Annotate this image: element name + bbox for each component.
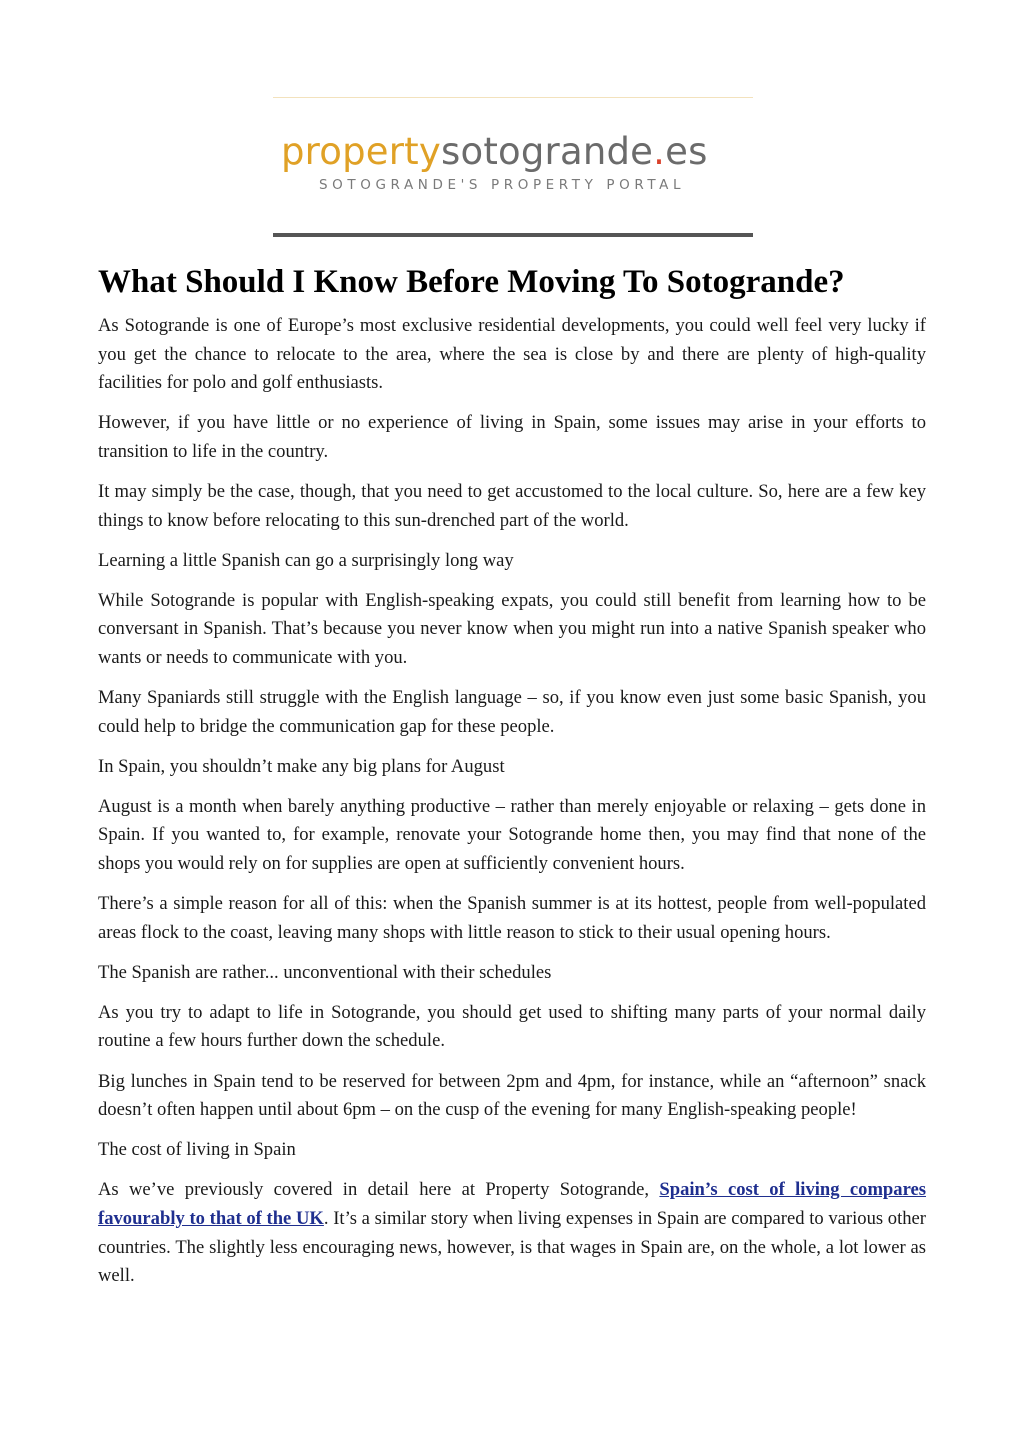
article-title: What Should I Know Before Moving To Sotogrande? (98, 264, 845, 300)
section-heading-august: In Spain, you shouldn’t make any big plans for August (98, 755, 505, 777)
cost-of-living-link[interactable]: Spain’s cost of living compares favourably to that of the UK (98, 1179, 926, 1229)
paragraph: August is a month when barely anything productive – rather than merely enjoyable or relaxing – gets done in Spain. If you wanted to, for example, renovate your Sotogrande home then, you may find that none of the shops you would rely on for supplies are open at sufficiently convenient hours. (98, 795, 926, 874)
section-heading-schedules: The Spanish are rather... unconventional with their schedules (98, 961, 552, 983)
article-body (98, 259, 926, 1302)
paragraph-cost-of-living (98, 1176, 926, 1290)
logo-wordmark-dot: . (653, 130, 666, 173)
logo-bottom-rule (273, 233, 753, 237)
paragraph: Big lunches in Spain tend to be reserved for between 2pm and 4pm, for instance, while an “afternoon” snack doesn’t often happen until about 6pm – on the cusp of the evening for many English-speaking people! (98, 1070, 926, 1121)
paragraph: It may simply be the case, though, that you need to get accustomed to the local culture. So, here are a few key things to know before relocating to this sun-drenched part of the world. (98, 480, 926, 531)
site-logo[interactable] (273, 97, 753, 238)
paragraph: As you try to adapt to life in Sotogrande, you should get used to shifting many parts of your normal daily routine a few hours further down the schedule. (98, 1001, 926, 1052)
paragraph: As Sotogrande is one of Europe’s most exclusive residential developments, you could well feel very lucky if you get the chance to relocate to the area, where the sea is close by and there are plenty of high-quality facilities for polo and golf enthusiasts. (98, 315, 926, 394)
paragraph-text-before-link: As we’ve previously covered in detail here at Property Sotogrande, (98, 1179, 660, 1201)
paragraph: There’s a simple reason for all of this: when the Spanish summer is at its hottest, people from well-populated areas flock to the coast, leaving many shops with little reason to stick to their usual opening hours. (98, 893, 926, 943)
logo-top-rule (273, 97, 753, 98)
section-heading-spanish: Learning a little Spanish can go a surprisingly long way (98, 549, 514, 571)
section-heading-cost-of-living: The cost of living in Spain (98, 1139, 296, 1161)
paragraph: However, if you have little or no experience of living in Spain, some issues may arise in your efforts to transition to life in the country. (98, 412, 926, 462)
logo-wordmark-es: es (665, 130, 708, 173)
logo-wordmark (281, 131, 708, 173)
paragraph: While Sotogrande is popular with English-speaking expats, you could still benefit from learning how to be conversant in Spanish. That’s because you never know when you might run into a native Spanish speaker who wants or needs to communicate with you. (98, 589, 926, 668)
paragraph-text-after-link: . It’s a similar story when living expenses in Spain are compared to various other countries. The slightly less encouraging news, however, is that wages in Spain are, on the whole, a lot lower as well. (98, 1207, 926, 1287)
logo-wordmark-sotogrande: sotogrande (441, 130, 654, 173)
paragraph: Many Spaniards still struggle with the English language – so, if you know even just some basic Spanish, you could help to bridge the communication gap for these people. (98, 687, 926, 737)
logo-wordmark-property: property (281, 130, 441, 173)
logo-tagline: SOTOGRANDE'S PROPERTY PORTAL (319, 177, 686, 193)
